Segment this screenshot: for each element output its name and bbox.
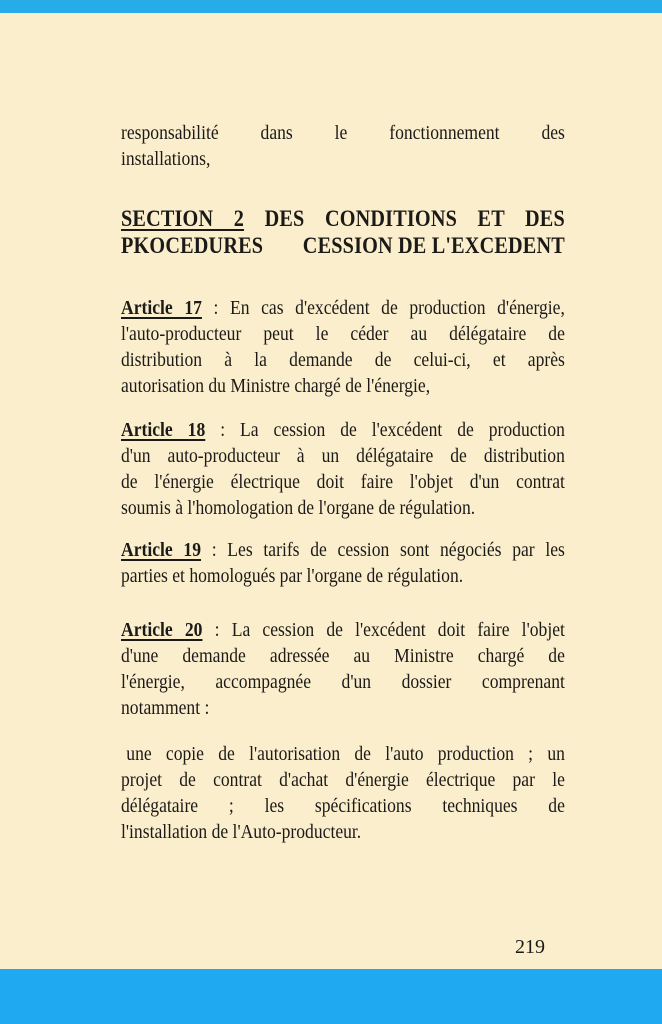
article-text: : La cession de l'excédent de production [205, 419, 565, 441]
heading-line [121, 232, 565, 259]
heading-text: PKOCEDURES [121, 233, 264, 258]
heading-text: CESSION DE L'EXCEDENT [302, 233, 565, 258]
article-text: : La cession de l'excédent doit faire l'objet [202, 619, 565, 641]
document-text [121, 0, 565, 845]
heading-line [121, 205, 565, 232]
closing-paragraph [121, 741, 565, 845]
text-line: notamment : [121, 697, 210, 719]
text-line: l'énergie, accompagnée d'un dossier comprenant [121, 671, 565, 693]
text-line: d'une demande adressée au Ministre chargé de [121, 645, 565, 667]
text-line: installations, [121, 148, 211, 170]
section-heading [121, 205, 565, 259]
text-line: d'un auto-producteur à un délégataire de distribution [121, 445, 565, 467]
text-line: délégataire ; les spécifications techniques de [121, 795, 565, 817]
article-18-paragraph [121, 417, 565, 521]
text-line: de l'énergie électrique doit faire l'objet d'un contrat [121, 471, 565, 493]
article-19-label: Article 19 [121, 539, 202, 561]
footer-bar [0, 969, 662, 1024]
text-line: l'installation de l'Auto-producteur. [121, 821, 362, 843]
article-17-label: Article 17 [121, 297, 202, 319]
article-19-paragraph [121, 537, 565, 589]
intro-paragraph [121, 120, 565, 172]
article-18-label: Article 18 [121, 419, 206, 441]
text-line [121, 295, 565, 321]
text-line: parties et homologués par l'organe de régulation. [121, 565, 464, 587]
article-20-paragraph [121, 617, 565, 721]
text-line: soumis à l'homologation de l'organe de régulation. [121, 497, 476, 519]
text-line: une copie de l'autorisation de l'auto production ; un [126, 743, 565, 765]
text-line: distribution à la demande de celui-ci, et après [121, 349, 565, 371]
text-line [121, 417, 565, 443]
text-line [121, 537, 565, 563]
section-number-label: SECTION 2 [121, 206, 245, 231]
article-17-paragraph [121, 295, 565, 399]
article-text: : En cas d'excédent de production d'énergie, [201, 297, 565, 319]
article-text: : Les tarifs de cession sont négociés par les [201, 539, 565, 561]
text-line: projet de contrat d'achat d'énergie électrique par le [121, 769, 565, 791]
text-line: autorisation du Ministre chargé de l'énergie, [121, 375, 431, 397]
article-20-label: Article 20 [121, 619, 203, 641]
page-number: 219 [515, 936, 545, 958]
text-line: responsabilité dans le fonctionnement des [121, 122, 565, 144]
text-line: l'auto-producteur peut le céder au délégataire de [121, 323, 565, 345]
text-line [121, 617, 565, 643]
heading-text: DES CONDITIONS ET DES [244, 206, 565, 231]
